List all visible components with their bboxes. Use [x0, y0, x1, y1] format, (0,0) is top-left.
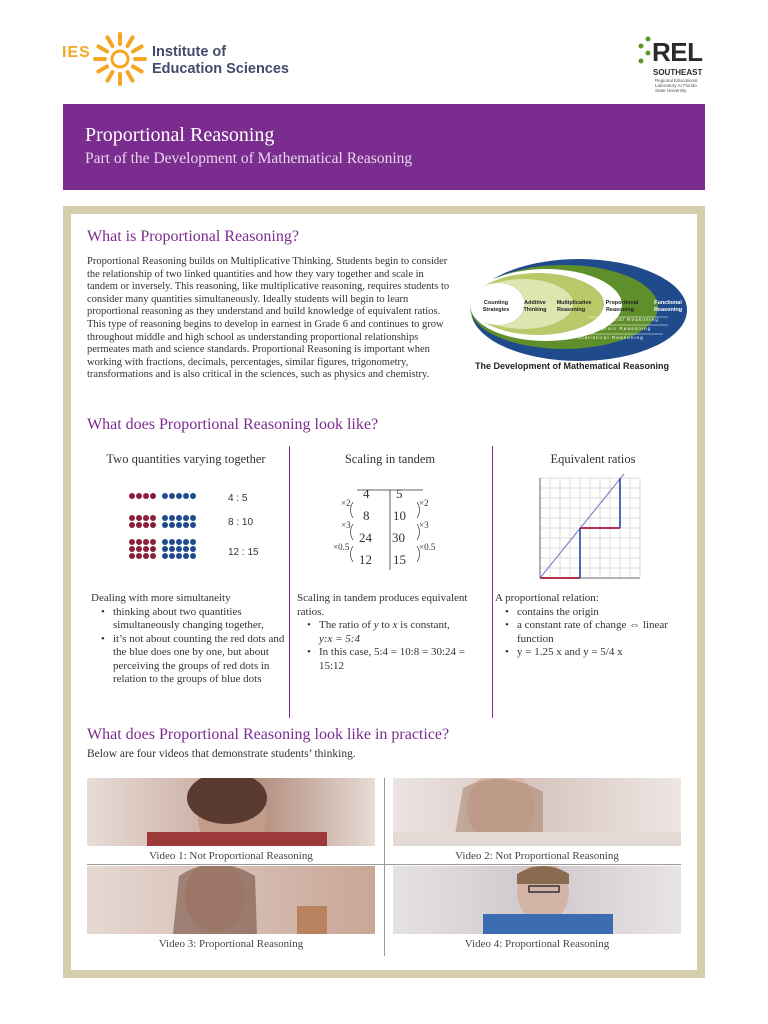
- intro-heading: What is Proportional Reasoning?: [87, 228, 299, 245]
- content-panel: [71, 214, 697, 970]
- column-divider: [492, 446, 493, 718]
- col2-bullet: • The ratio of y to x is constant, y:x = 5:4: [297, 619, 485, 646]
- venn-label-counting: Counting: [483, 300, 509, 306]
- video-thumbnail-2[interactable]: [393, 778, 681, 846]
- dot-groups: [129, 490, 219, 570]
- video-caption-3: Video 3: Proportional Reasoning: [158, 938, 304, 950]
- scale-right-value: 5: [396, 486, 403, 501]
- ratio-label: 12 : 15: [228, 547, 259, 558]
- col1-title: Two quantities varying together: [106, 452, 266, 466]
- venn-caption: The Development of Mathematical Reasoning: [475, 361, 670, 371]
- svg-text:Reasoning: Reasoning: [556, 307, 586, 313]
- venn-band-spatial: Spatial Reasoning: [603, 318, 659, 323]
- scale-left-value: 12: [359, 552, 372, 567]
- student-image: [87, 778, 375, 846]
- page-subtitle: Part of the Development of Mathematical Reasoning: [85, 150, 413, 167]
- col3-description: [495, 592, 691, 660]
- video-thumbnail-4[interactable]: [393, 866, 681, 934]
- col3-lead: A proportional relation:: [495, 592, 599, 604]
- col2-bullet: • In this case, 5:4 = 10:8 = 30:24 = 15:12: [297, 646, 485, 673]
- video-grid-divider: [384, 778, 385, 956]
- practice-heading: What does Proportional Reasoning look like in practice?: [87, 726, 450, 743]
- venn-band-algebraic: Algebraic Reasoning: [588, 327, 652, 332]
- col3-bullet: • y = 1.25 x and y = 5/4 x: [495, 646, 691, 660]
- ies-name: [152, 44, 289, 78]
- col1-bullet: • thinking about two quantities simultaneously changing together,: [91, 606, 291, 633]
- svg-text:Reasoning: Reasoning: [605, 307, 635, 313]
- venn-label-proportional: Proportional: [605, 300, 639, 306]
- video-caption-4: Video 4: Proportional Reasoning: [464, 938, 610, 950]
- rel-name: REL: [652, 37, 703, 67]
- video-caption-2: Video 2: Not Proportional Reasoning: [455, 850, 619, 862]
- col1-lead: Dealing with more simultaneity: [91, 592, 231, 604]
- rel-subtitle: Regional Educational Laboratory At Florida State University: [655, 78, 698, 93]
- intro-text: Proportional Reasoning builds on Multiplicative Thinking. Students begin to consider the relationship of two linked quantities and how they vary together and scale in tandem or inversely. This reasoning, like multiplicative reasoning, requires students to consider many quantities simultaneously. Ideally students will begin to learn proportional reasoning as they understand and build knowledge of equivalent ratios. This type of reasoning begins to develop in earnest in Grade 6 and continues to grow throughout middle and high school as understanding proportional relationships permeates math and science standards. Proportional Reasoning is important when working with fractions, decimals, percentages, similar figures, trigonometry, transformations and is also critical in the sciences, such as physics and chemistry.: [87, 256, 450, 381]
- col2-description: [289, 592, 485, 673]
- svg-text:Strategies: Strategies: [482, 307, 510, 313]
- column-divider: [289, 446, 290, 718]
- ies-name-line1: Institute of: [152, 44, 227, 60]
- video-thumbnail-3[interactable]: [87, 866, 375, 934]
- venn-label-functional: Functional: [654, 300, 682, 306]
- col3-bullet: • contains the origin: [495, 606, 691, 620]
- svg-text:Thinking: Thinking: [523, 307, 547, 313]
- col3-title: Equivalent ratios: [550, 452, 636, 466]
- scale-left-value: 8: [363, 508, 370, 523]
- col1-bullet: • it’s not about counting the red dots and the blue does one by one, but about perceiving the groups of red dots in relation to the groups of blue dots: [91, 633, 291, 687]
- title-banner: [63, 104, 705, 190]
- venn-band-statistical: Statistical Reasoning: [578, 336, 644, 341]
- svg-text:Reasoning: Reasoning: [653, 307, 683, 313]
- rel-dots-icon: [636, 36, 652, 70]
- col2-title: Scaling in tandem: [344, 452, 436, 466]
- ratio-label: 8 : 10: [228, 517, 254, 528]
- ies-abbr: IES: [62, 44, 91, 61]
- col3-bullet: • a constant rate of change ⇔ linear function: [495, 619, 691, 646]
- scale-left-multiplier: ×2: [341, 498, 351, 508]
- scale-left-multiplier: ×0.5: [333, 542, 350, 552]
- ies-name-line2: Education Sciences: [152, 61, 289, 77]
- video-thumbnail-1[interactable]: [87, 778, 375, 846]
- venn-label-multiplicative: Multiplicative: [556, 300, 592, 306]
- scale-right-multiplier: ×2: [419, 498, 429, 508]
- scale-left-value: 4: [363, 486, 370, 501]
- ratio-label: 4 : 5: [228, 493, 248, 504]
- student-image: [393, 778, 681, 846]
- development-diagram: [468, 254, 690, 364]
- venn-label-additive: Additive: [524, 300, 546, 306]
- rel-region: SOUTHEAST: [653, 68, 703, 77]
- scale-right-value: 30: [392, 530, 405, 545]
- scale-right-value: 10: [393, 508, 406, 523]
- col2-lead: Scaling in tandem produces equivalent ratios.: [297, 592, 468, 618]
- content-frame: [63, 206, 705, 978]
- scale-left-value: 24: [359, 530, 372, 545]
- scale-right-multiplier: ×3: [419, 520, 429, 530]
- equivalent-ratios-graph: [535, 472, 645, 580]
- practice-subtitle: Below are four videos that demonstrate students’ thinking.: [87, 748, 356, 760]
- ies-sun-icon: [93, 30, 147, 88]
- video-caption-1: Video 1: Not Proportional Reasoning: [149, 850, 313, 862]
- scale-right-multiplier: ×0.5: [419, 542, 436, 552]
- student-image: [393, 866, 681, 934]
- page-title: Proportional Reasoning: [85, 124, 275, 146]
- look-like-heading: What does Proportional Reasoning look like?: [87, 416, 379, 433]
- scale-left-multiplier: ×3: [341, 520, 351, 530]
- student-image: [87, 866, 375, 934]
- col1-description: [91, 592, 291, 687]
- scale-right-value: 15: [393, 552, 406, 567]
